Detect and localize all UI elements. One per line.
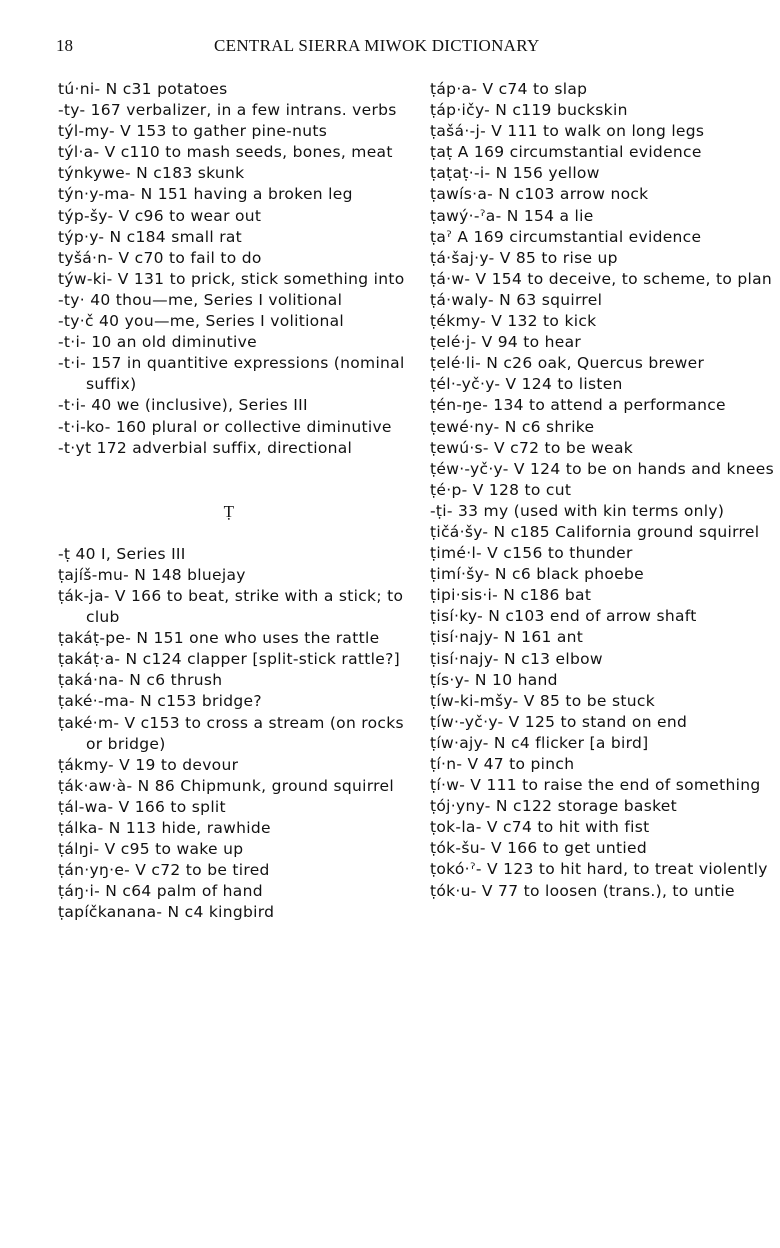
dictionary-entry: ṭaṭaṭ·-i- N 156 yellow: [430, 164, 600, 183]
dictionary-entry: ṭok-la- V c74 to hit with fist: [430, 818, 650, 837]
dictionary-entry: ṭewú·s- V c72 to be weak: [430, 438, 634, 457]
dictionary-entry: ṭók·u- V 77 to loosen (trans.), to untie: [430, 881, 735, 900]
right-column-entries: [430, 79, 775, 902]
dictionary-entry: ṭí·w- V 111 to raise the end of something: [430, 776, 761, 795]
dictionary-entry: ṭaké·-ma- N c153 bridge?: [58, 692, 262, 711]
dictionary-entry: týp-šy- V c96 to wear out: [58, 206, 262, 225]
dictionary-entry: ṭisí·ky- N c103 end of arrow shaft: [430, 607, 697, 626]
dictionary-entry: -t·i- 40 we (inclusive), Series III: [58, 396, 308, 415]
dictionary-entry: ṭél·-yč·y- V 124 to listen: [430, 375, 623, 394]
dictionary-entry: ṭálŋi- V c95 to wake up: [58, 840, 244, 859]
dictionary-entry: ṭák-ja- V 166 to beat, strike with a stick; to club: [58, 586, 404, 627]
dictionary-entry: ṭajíš-mu- N 148 bluejay: [58, 565, 246, 584]
dictionary-entry: týnkywe- N c183 skunk: [58, 164, 245, 183]
dictionary-entry: ṭawý·-ˀa- N 154 a lie: [430, 206, 594, 225]
dictionary-entry: ṭelé·li- N c26 oak, Quercus brewer: [430, 354, 705, 373]
dictionary-entry: ṭál-wa- V 166 to split: [58, 797, 226, 816]
dictionary-entry: ṭáp·ičy- N c119 buckskin: [430, 101, 628, 120]
dictionary-entry: ṭašá·-j- V 111 to walk on long legs: [430, 122, 705, 141]
dictionary-entry: ṭimé·l- V c156 to thunder: [430, 544, 633, 563]
dictionary-entry: -ṭ 40 I, Series III: [58, 544, 186, 563]
dictionary-entry: týn·y-ma- N 151 having a broken leg: [58, 185, 353, 204]
dictionary-entry: -ty·č 40 you—me, Series I volitional: [58, 312, 344, 331]
dictionary-entry: ṭokó·ˀ- V 123 to hit hard, to treat violently: [430, 860, 768, 879]
page-number: 18: [56, 36, 73, 55]
dictionary-entry: ṭakáṭ·a- N c124 clapper [split-stick rattle?]: [58, 650, 400, 669]
dictionary-entry: -ṭi- 33 my (used with kin terms only): [430, 501, 725, 520]
dictionary-entry: ṭán·yŋ·e- V c72 to be tired: [58, 861, 270, 880]
dictionary-entry: ṭók-šu- V 166 to get untied: [430, 839, 647, 858]
dictionary-entry: ṭé·p- V 128 to cut: [430, 480, 572, 499]
dictionary-entry: ṭewé·ny- N c6 shrike: [430, 417, 595, 436]
dictionary-entry: ṭá·šaj·y- V 85 to rise up: [430, 248, 618, 267]
dictionary-entry: ṭój·yny- N c122 storage basket: [430, 797, 678, 816]
dictionary-entry: týw-ki- V 131 to prick, stick something into: [58, 269, 405, 288]
dictionary-entry: ṭís·y- N 10 hand: [430, 670, 558, 689]
dictionary-entry: -t·i-ko- 160 plural or collective diminutive: [58, 417, 392, 436]
left-column: [58, 79, 410, 923]
dictionary-entry: -ty- 167 verbalizer, in a few intrans. verbs: [58, 101, 397, 120]
dictionary-entry: týl·a- V c110 to mash seeds, bones, meat: [58, 143, 393, 162]
section-letter-heading: Ṭ: [223, 501, 235, 521]
entries-after-section: [58, 544, 410, 924]
dictionary-entry: ṭaṭ A 169 circumstantial evidence: [430, 143, 702, 162]
dictionary-entry: -ty· 40 thou—me, Series I volitional: [58, 290, 343, 309]
dictionary-entry: ṭawís·a- N c103 arrow nock: [430, 185, 649, 204]
dictionary-entry: ṭíw-ki-mšy- V 85 to be stuck: [430, 691, 655, 710]
dictionary-entry: ṭipi·sis·i- N c186 bat: [430, 586, 592, 605]
dictionary-entry: ṭá·w- V 154 to deceive, to scheme, to plan: [430, 269, 773, 288]
dictionary-entry: ṭálka- N 113 hide, rawhide: [58, 819, 271, 837]
dictionary-entry: ṭisí·najy- N c13 elbow: [430, 649, 603, 668]
dictionary-entry: -t·i- 157 in quantitive expressions (nominal suffix): [58, 354, 405, 394]
dictionary-entry: ṭáp·a- V c74 to slap: [430, 80, 588, 98]
dictionary-entry: ṭisí·najy- N 161 ant: [430, 628, 584, 647]
dictionary-entry: tú·ni- N c31 potatoes: [58, 80, 228, 98]
dictionary-entry: ṭéw·-yč·y- V 124 to be on hands and knees: [430, 459, 774, 478]
dictionary-entry: ṭičá·šy- N c185 California ground squirrel: [430, 522, 760, 541]
dictionary-entry: ṭaká·na- N c6 thrush: [58, 671, 223, 690]
dictionary-entry: ṭelé·j- V 94 to hear: [430, 333, 582, 352]
dictionary-entry: ṭékmy- V 132 to kick: [430, 312, 597, 331]
dictionary-entry: ṭimí·šy- N c6 black phoebe: [430, 565, 644, 584]
running-head-title: CENTRAL SIERRA MIWOK DICTIONARY: [214, 36, 540, 55]
dictionary-entry: ṭí·n- V 47 to pinch: [430, 755, 575, 773]
dictionary-entry: ṭá·waly- N 63 squirrel: [430, 290, 603, 309]
dictionary-entry: ṭén-ŋe- 134 to attend a performance: [430, 396, 726, 415]
dictionary-entry: ṭaˀ A 169 circumstantial evidence: [430, 227, 702, 246]
dictionary-entry: ṭáŋ·i- N c64 palm of hand: [58, 882, 263, 901]
dictionary-entry: ṭíw·-yč·y- V 125 to stand on end: [430, 712, 688, 731]
dictionary-entry: týp·y- N c184 small rat: [58, 227, 243, 246]
dictionary-entry: -t·yt 172 adverbial suffix, directional: [58, 438, 353, 457]
dictionary-entry: ṭaké·m- V c153 to cross a stream (on rocks or bridge): [58, 713, 404, 753]
dictionary-entry: tyšá·n- V c70 to fail to do: [58, 248, 262, 267]
entries-before-section: [58, 79, 410, 459]
dictionary-entry: -t·i- 10 an old diminutive: [58, 333, 257, 352]
dictionary-entry: ṭákmy- V 19 to devour: [58, 755, 239, 774]
dictionary-entry: týl-my- V 153 to gather pine-nuts: [58, 122, 328, 141]
dictionary-entry: ṭapíčkanana- N c4 kingbird: [58, 903, 275, 922]
dictionary-entry: ṭíw·ajy- N c4 flicker [a bird]: [430, 733, 649, 752]
right-column: [430, 79, 775, 902]
dictionary-entry: ṭák·aw·à- N 86 Chipmunk, ground squirrel: [58, 776, 394, 795]
dictionary-entry: ṭakáṭ-pe- N 151 one who uses the rattle: [58, 629, 380, 648]
